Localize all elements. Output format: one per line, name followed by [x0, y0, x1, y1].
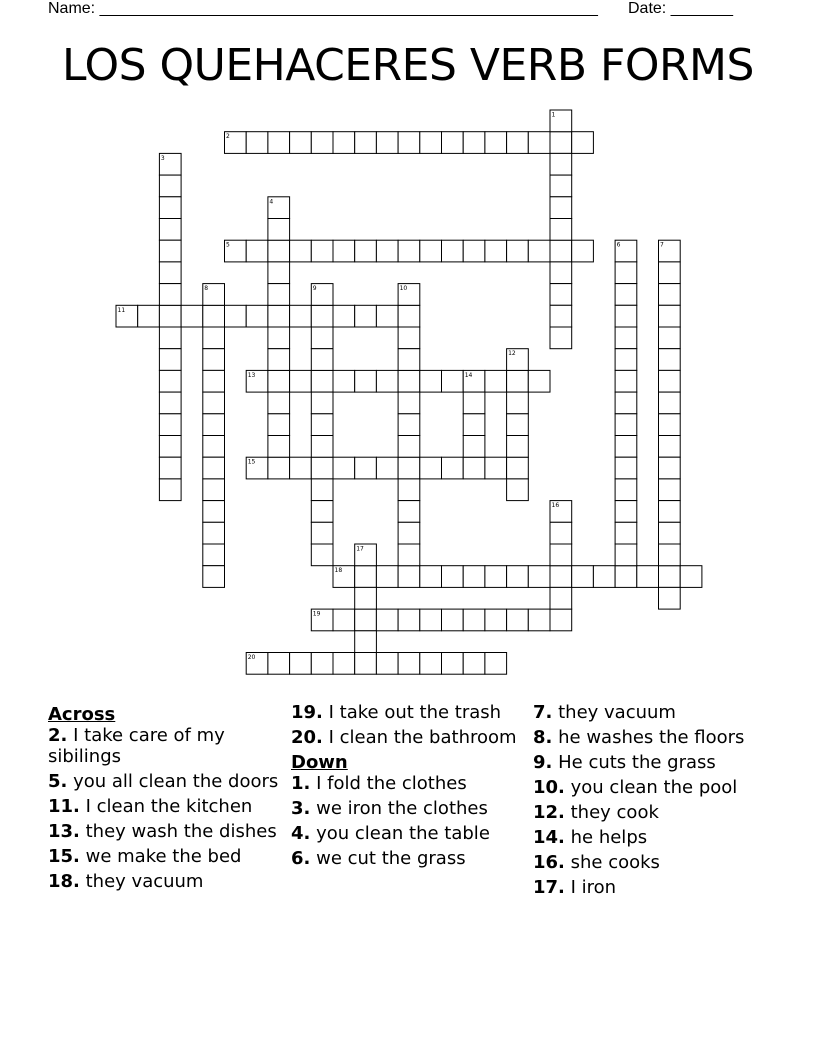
grid-cell[interactable] — [507, 132, 529, 154]
grid-cell[interactable] — [268, 653, 290, 675]
grid-cell[interactable] — [290, 457, 312, 479]
grid-cell[interactable] — [659, 414, 681, 436]
grid-cell[interactable] — [159, 305, 181, 327]
grid-cell[interactable] — [246, 132, 268, 154]
grid-cell[interactable] — [355, 566, 377, 588]
grid-cell[interactable] — [463, 457, 485, 479]
grid-cell[interactable] — [398, 132, 420, 154]
clue-down — [533, 852, 773, 873]
clue-number-label: 20 — [247, 654, 256, 661]
grid-cell[interactable] — [550, 153, 572, 175]
grid-cell[interactable] — [485, 653, 507, 675]
clue-across — [48, 846, 280, 867]
clue-number: 8. — [533, 727, 553, 748]
clue-across — [291, 727, 523, 748]
grid-cell[interactable] — [528, 132, 550, 154]
grid-cell[interactable] — [376, 566, 398, 588]
page-title: LOS QUEHACERES VERB FORMS — [62, 40, 754, 91]
clue-number: 1. — [291, 773, 311, 794]
grid-cell[interactable] — [311, 392, 333, 414]
grid-cell[interactable] — [355, 240, 377, 262]
clue-number: 16. — [533, 852, 565, 873]
grid-cell[interactable] — [615, 262, 637, 284]
grid-cell[interactable] — [659, 479, 681, 501]
grid-cell[interactable] — [507, 240, 529, 262]
grid-cell[interactable] — [268, 262, 290, 284]
grid-cell[interactable] — [550, 587, 572, 609]
grid-cell[interactable] — [659, 392, 681, 414]
clue-number: 11. — [48, 796, 80, 817]
grid-cell[interactable] — [659, 544, 681, 566]
grid-cell[interactable] — [268, 457, 290, 479]
grid-cell[interactable] — [138, 305, 160, 327]
clue-down — [533, 727, 773, 748]
clue-text: I take out the trash — [328, 702, 502, 723]
grid-cell[interactable] — [528, 566, 550, 588]
grid-cell[interactable] — [507, 566, 529, 588]
clue-number: 6. — [291, 848, 311, 869]
grid-cell[interactable] — [398, 522, 420, 544]
grid-cell[interactable] — [550, 132, 572, 154]
grid-cell[interactable] — [659, 305, 681, 327]
grid-cell[interactable] — [550, 219, 572, 241]
grid-cell[interactable] — [550, 566, 572, 588]
grid-cell[interactable] — [398, 501, 420, 523]
grid-cell[interactable] — [398, 305, 420, 327]
grid-cell[interactable] — [159, 262, 181, 284]
grid-cell[interactable] — [507, 479, 529, 501]
grid-cell[interactable] — [203, 392, 225, 414]
clue-down — [291, 773, 523, 794]
grid-cell[interactable] — [333, 370, 355, 392]
clue-number: 14. — [533, 827, 565, 848]
grid-cell[interactable] — [420, 653, 442, 675]
clues-column-1 — [48, 702, 280, 896]
grid-cell[interactable] — [420, 370, 442, 392]
clue-number: 13. — [48, 821, 80, 842]
grid-cell[interactable] — [659, 262, 681, 284]
clue-number-label: 3 — [160, 154, 165, 162]
grid-cell[interactable] — [398, 653, 420, 675]
grid-cell[interactable] — [203, 566, 225, 588]
grid-cell[interactable] — [615, 370, 637, 392]
grid-cell[interactable] — [637, 566, 659, 588]
grid-cell[interactable] — [333, 653, 355, 675]
grid-cell[interactable] — [376, 609, 398, 631]
grid-cell[interactable] — [311, 479, 333, 501]
clue-down — [291, 848, 523, 869]
grid-cell[interactable] — [463, 566, 485, 588]
grid-cell[interactable] — [181, 305, 203, 327]
grid-cell[interactable] — [550, 327, 572, 349]
grid-cell[interactable] — [398, 566, 420, 588]
grid-cell[interactable] — [550, 522, 572, 544]
grid-cell[interactable] — [268, 349, 290, 371]
across-heading: Across — [48, 704, 116, 725]
clue-number-label: 6 — [616, 241, 621, 249]
grid-cell[interactable] — [376, 240, 398, 262]
grid-cell[interactable] — [572, 240, 594, 262]
clue-down — [533, 702, 773, 723]
grid-cell[interactable] — [311, 349, 333, 371]
grid-cell[interactable] — [593, 566, 615, 588]
clue-text: I take care of my sibilings — [48, 725, 225, 767]
grid-cell[interactable] — [463, 132, 485, 154]
grid-cell[interactable] — [420, 240, 442, 262]
clues-column-2 — [291, 702, 523, 873]
clue-number-label: 12 — [508, 350, 516, 358]
grid-cell[interactable] — [290, 370, 312, 392]
grid-cell[interactable] — [159, 197, 181, 219]
clue-number: 15. — [48, 846, 80, 867]
clue-number: 3. — [291, 798, 311, 819]
grid-cell[interactable] — [203, 501, 225, 523]
grid-cell[interactable] — [333, 609, 355, 631]
grid-cell[interactable] — [463, 240, 485, 262]
grid-cell[interactable] — [442, 240, 464, 262]
grid-cell[interactable] — [333, 132, 355, 154]
grid-cell[interactable] — [311, 457, 333, 479]
grid-cell[interactable] — [159, 327, 181, 349]
grid-cell[interactable] — [311, 653, 333, 675]
clue-number: 10. — [533, 777, 565, 798]
grid-cell[interactable] — [290, 305, 312, 327]
grid-cell[interactable] — [680, 566, 702, 588]
clue-text: we cut the grass — [316, 848, 466, 869]
clue-down — [533, 777, 773, 798]
grid-cell[interactable] — [615, 349, 637, 371]
grid-cell[interactable] — [398, 327, 420, 349]
grid-cell[interactable] — [246, 305, 268, 327]
grid-cell[interactable] — [615, 544, 637, 566]
grid-cell[interactable] — [659, 501, 681, 523]
grid-cell[interactable] — [507, 609, 529, 631]
clue-text: you clean the pool — [570, 777, 738, 798]
clue-text: he helps — [570, 827, 648, 848]
grid-cell[interactable] — [442, 370, 464, 392]
grid-cell[interactable] — [398, 414, 420, 436]
clue-number: 20. — [291, 727, 323, 748]
grid-cell[interactable] — [485, 132, 507, 154]
grid-cell[interactable] — [311, 370, 333, 392]
grid-cell[interactable] — [485, 609, 507, 631]
grid-cell[interactable] — [659, 327, 681, 349]
clue-text: I clean the kitchen — [85, 796, 253, 817]
grid-cell[interactable] — [398, 370, 420, 392]
grid-cell[interactable] — [376, 457, 398, 479]
grid-cell[interactable] — [355, 587, 377, 609]
clue-down — [533, 877, 773, 898]
clue-number: 18. — [48, 871, 80, 892]
grid-cell[interactable] — [550, 262, 572, 284]
clue-text: he washes the floors — [558, 727, 745, 748]
grid-cell[interactable] — [355, 609, 377, 631]
clue-number-label: 5 — [226, 241, 230, 249]
clue-number-label: 10 — [399, 285, 408, 293]
clue-across — [48, 821, 280, 842]
clue-number-label: 14 — [464, 371, 473, 379]
clue-across — [48, 796, 280, 817]
grid-cell[interactable] — [550, 197, 572, 219]
grid-cell[interactable] — [203, 414, 225, 436]
clue-across — [48, 725, 280, 767]
clue-number: 12. — [533, 802, 565, 823]
grid-cell[interactable] — [290, 653, 312, 675]
clue-number-label: 9 — [312, 285, 317, 293]
grid-cell[interactable] — [615, 566, 637, 588]
clue-down — [533, 752, 773, 773]
grid-cell[interactable] — [268, 284, 290, 306]
grid-cell[interactable] — [355, 653, 377, 675]
grid-cell[interactable] — [420, 132, 442, 154]
grid-cell[interactable] — [420, 566, 442, 588]
grid-cell[interactable] — [159, 457, 181, 479]
clue-number-label: 13 — [247, 371, 256, 379]
grid-cell[interactable] — [528, 240, 550, 262]
grid-cell[interactable] — [507, 414, 529, 436]
grid-cell[interactable] — [333, 240, 355, 262]
grid-cell[interactable] — [550, 175, 572, 197]
grid-cell[interactable] — [159, 219, 181, 241]
grid-cell[interactable] — [659, 349, 681, 371]
grid-cell[interactable] — [376, 370, 398, 392]
grid-cell[interactable] — [659, 436, 681, 458]
clue-number-label: 16 — [551, 502, 560, 510]
grid-cell[interactable] — [311, 544, 333, 566]
grid-cell[interactable] — [159, 414, 181, 436]
grid-cell[interactable] — [528, 609, 550, 631]
grid-cell[interactable] — [507, 392, 529, 414]
clue-text: we iron the clothes — [316, 798, 488, 819]
clue-number: 17. — [533, 877, 565, 898]
grid-cell[interactable] — [311, 327, 333, 349]
grid-cell[interactable] — [615, 522, 637, 544]
grid-cell[interactable] — [203, 436, 225, 458]
clue-across — [48, 771, 280, 792]
grid-cell[interactable] — [311, 501, 333, 523]
grid-cell[interactable] — [398, 392, 420, 414]
clue-number: 5. — [48, 771, 68, 792]
grid-cell[interactable] — [311, 522, 333, 544]
grid-cell[interactable] — [376, 305, 398, 327]
grid-cell[interactable] — [311, 305, 333, 327]
grid-cell[interactable] — [398, 436, 420, 458]
clue-text: they cook — [570, 802, 659, 823]
grid-cell[interactable] — [311, 132, 333, 154]
clue-number-label: 11 — [117, 306, 126, 314]
grid-cell[interactable] — [550, 544, 572, 566]
grid-cell[interactable] — [355, 457, 377, 479]
grid-cell[interactable] — [246, 240, 268, 262]
down-heading: Down — [291, 752, 348, 773]
grid-cell[interactable] — [398, 349, 420, 371]
date-field-label[interactable]: Date: _______ — [628, 0, 733, 17]
grid-cell[interactable] — [355, 132, 377, 154]
grid-cell[interactable] — [398, 457, 420, 479]
clue-across — [48, 871, 280, 892]
clue-text: I clean the bathroom — [328, 727, 517, 748]
grid-cell[interactable] — [268, 132, 290, 154]
grid-cell[interactable] — [463, 436, 485, 458]
grid-cell[interactable] — [290, 132, 312, 154]
clue-down — [291, 823, 523, 844]
clue-text: you all clean the doors — [73, 771, 279, 792]
clue-number-label: 15 — [247, 458, 256, 466]
grid-cell[interactable] — [159, 479, 181, 501]
grid-cell[interactable] — [659, 284, 681, 306]
clue-number-label: 19 — [312, 610, 321, 618]
grid-cell[interactable] — [203, 370, 225, 392]
grid-cell[interactable] — [159, 284, 181, 306]
grid-cell[interactable] — [420, 609, 442, 631]
grid-cell[interactable] — [615, 436, 637, 458]
grid-cell[interactable] — [268, 392, 290, 414]
grid-cell[interactable] — [485, 566, 507, 588]
grid-cell[interactable] — [268, 327, 290, 349]
clue-down — [533, 802, 773, 823]
grid-cell[interactable] — [442, 132, 464, 154]
grid-cell[interactable] — [159, 240, 181, 262]
grid-cell[interactable] — [398, 479, 420, 501]
grid-cell[interactable] — [615, 327, 637, 349]
grid-cell[interactable] — [376, 653, 398, 675]
clue-across — [291, 702, 523, 723]
grid-cell[interactable] — [203, 327, 225, 349]
grid-cell[interactable] — [463, 609, 485, 631]
clue-text: they wash the dishes — [85, 821, 277, 842]
grid-cell[interactable] — [268, 219, 290, 241]
name-field-label[interactable]: Name: ________________________________________________________ — [48, 0, 598, 17]
grid-cell[interactable] — [507, 457, 529, 479]
grid-cell[interactable] — [659, 522, 681, 544]
grid-cell[interactable] — [572, 566, 594, 588]
grid-cell[interactable] — [355, 370, 377, 392]
grid-cell[interactable] — [615, 414, 637, 436]
grid-cell[interactable] — [159, 349, 181, 371]
grid-cell[interactable] — [268, 240, 290, 262]
grid-cell[interactable] — [659, 566, 681, 588]
grid-cell[interactable] — [485, 370, 507, 392]
clue-text: He cuts the grass — [558, 752, 716, 773]
grid-cell[interactable] — [159, 392, 181, 414]
grid-cell[interactable] — [442, 457, 464, 479]
clue-text: I fold the clothes — [316, 773, 467, 794]
grid-cell[interactable] — [550, 305, 572, 327]
grid-cell[interactable] — [463, 653, 485, 675]
clue-number: 7. — [533, 702, 553, 723]
grid-cell[interactable] — [528, 370, 550, 392]
grid-cell[interactable] — [333, 457, 355, 479]
grid-cell[interactable] — [398, 609, 420, 631]
clue-text: we make the bed — [85, 846, 242, 867]
clue-number: 19. — [291, 702, 323, 723]
grid-cell[interactable] — [659, 457, 681, 479]
grid-cell[interactable] — [203, 544, 225, 566]
grid-cell[interactable] — [355, 631, 377, 653]
grid-cell[interactable] — [203, 479, 225, 501]
grid-cell[interactable] — [442, 609, 464, 631]
grid-cell[interactable] — [225, 305, 247, 327]
clue-down — [533, 827, 773, 848]
grid-cell[interactable] — [615, 305, 637, 327]
grid-cell[interactable] — [463, 414, 485, 436]
clue-number-label: 17 — [356, 545, 364, 553]
grid-cell[interactable] — [550, 284, 572, 306]
grid-cell[interactable] — [420, 457, 442, 479]
grid-cell[interactable] — [615, 457, 637, 479]
grid-cell[interactable] — [485, 457, 507, 479]
clue-number: 9. — [533, 752, 553, 773]
grid-cell[interactable] — [268, 436, 290, 458]
grid-cell[interactable] — [355, 305, 377, 327]
grid-cell[interactable] — [268, 370, 290, 392]
grid-cell[interactable] — [659, 370, 681, 392]
grid-cell[interactable] — [659, 587, 681, 609]
clue-number: 4. — [291, 823, 311, 844]
grid-cell[interactable] — [311, 436, 333, 458]
grid-cell[interactable] — [398, 544, 420, 566]
grid-cell[interactable] — [442, 566, 464, 588]
grid-cell[interactable] — [615, 284, 637, 306]
clue-number-label: 1 — [551, 111, 556, 119]
clue-text: she cooks — [570, 852, 660, 873]
grid-cell[interactable] — [311, 240, 333, 262]
grid-cell[interactable] — [290, 240, 312, 262]
grid-cell[interactable] — [268, 305, 290, 327]
clues-column-3 — [533, 702, 773, 902]
clue-text: I iron — [570, 877, 617, 898]
grid-cell[interactable] — [203, 349, 225, 371]
grid-cell[interactable] — [507, 370, 529, 392]
clue-number-label: 18 — [334, 567, 343, 575]
clue-number-label: 8 — [204, 285, 209, 293]
grid-cell[interactable] — [159, 370, 181, 392]
grid-cell[interactable] — [311, 414, 333, 436]
grid-cell[interactable] — [550, 609, 572, 631]
grid-cell[interactable] — [268, 414, 290, 436]
grid-cell[interactable] — [203, 305, 225, 327]
grid-cell[interactable] — [615, 479, 637, 501]
clue-number: 2. — [48, 725, 68, 746]
grid-cell[interactable] — [333, 305, 355, 327]
grid-cell[interactable] — [203, 522, 225, 544]
grid-cell[interactable] — [615, 392, 637, 414]
grid-cell[interactable] — [398, 240, 420, 262]
clue-number-label: 4 — [269, 198, 274, 206]
grid-cell[interactable] — [159, 175, 181, 197]
grid-cell[interactable] — [159, 436, 181, 458]
clue-number-label: 7 — [660, 241, 664, 249]
grid-cell[interactable] — [442, 653, 464, 675]
grid-cell[interactable] — [550, 240, 572, 262]
grid-cell[interactable] — [507, 436, 529, 458]
grid-cell[interactable] — [203, 457, 225, 479]
grid-cell[interactable] — [376, 132, 398, 154]
clue-text: they vacuum — [558, 702, 676, 723]
clue-text: you clean the table — [316, 823, 490, 844]
grid-cell[interactable] — [463, 392, 485, 414]
clue-number-label: 2 — [226, 133, 230, 141]
grid-cell[interactable] — [572, 132, 594, 154]
grid-cell[interactable] — [485, 240, 507, 262]
clue-text: they vacuum — [85, 871, 204, 892]
grid-cell[interactable] — [615, 501, 637, 523]
clue-down — [291, 798, 523, 819]
